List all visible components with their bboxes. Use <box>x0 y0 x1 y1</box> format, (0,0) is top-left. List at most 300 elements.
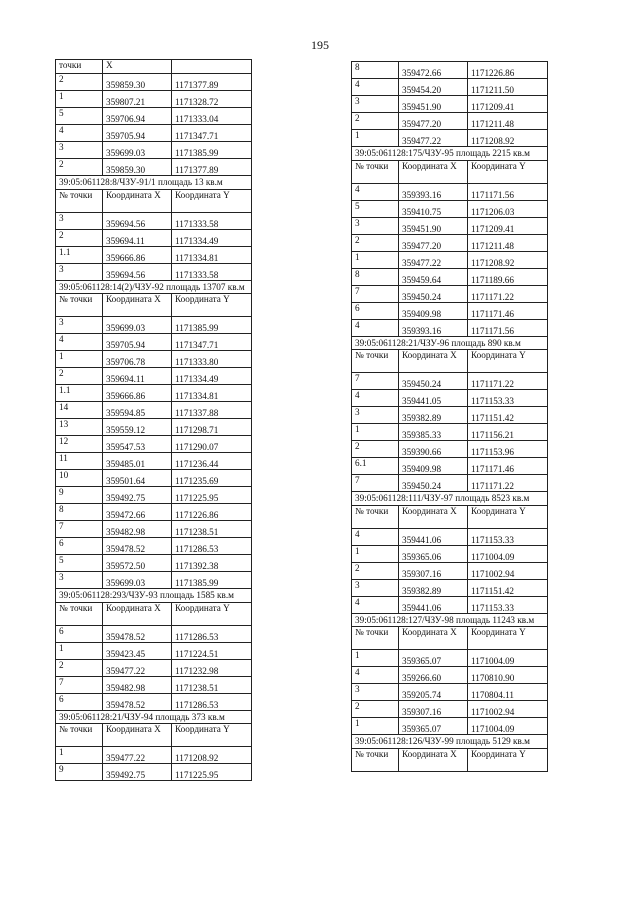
header-cell: Координата X <box>399 160 468 183</box>
coord-x-cell: 359572.50 <box>103 555 172 572</box>
coord-y-cell: 1171333.80 <box>172 351 252 368</box>
coord-y-cell: 1171385.99 <box>172 572 252 589</box>
coord-y-cell: 1171347.71 <box>172 125 252 142</box>
point-number-cell: 4 <box>56 125 103 142</box>
point-number-cell: 6 <box>352 302 399 319</box>
coord-y-cell: 1171171.46 <box>468 302 548 319</box>
table-row <box>352 62 548 79</box>
point-number-cell: 3 <box>352 684 399 701</box>
table-row <box>352 217 548 234</box>
table-row <box>56 334 252 351</box>
point-number-cell: 3 <box>56 142 103 159</box>
point-number-cell: 4 <box>352 183 399 200</box>
coordinates-table-left <box>55 59 252 781</box>
coord-y-cell: 1171377.89 <box>172 159 252 176</box>
coord-x-cell: 359385.33 <box>399 424 468 441</box>
parcel-caption-row <box>56 176 252 190</box>
table-row <box>56 693 252 710</box>
coord-x-cell: 359485.01 <box>103 453 172 470</box>
header-cell: № точки <box>56 724 103 747</box>
table-row <box>56 747 252 764</box>
point-number-cell: 2 <box>352 562 399 579</box>
table-row <box>352 319 548 336</box>
table-row <box>352 268 548 285</box>
coord-y-cell: 1171236.44 <box>172 453 252 470</box>
header-cell: Координата X <box>103 724 172 747</box>
table-header-row <box>56 189 252 212</box>
coord-y-cell: 1171171.22 <box>468 373 548 390</box>
parcel-caption: 39:05:061128:293/ЧЗУ-93 площадь 1585 кв.м <box>56 589 252 603</box>
parcel-caption-row <box>56 710 252 724</box>
table-row <box>352 684 548 701</box>
coord-x-cell: 359410.75 <box>399 200 468 217</box>
coordinates-table-right <box>351 61 548 772</box>
point-number-cell: 5 <box>56 108 103 125</box>
header-cell: Координата Y <box>172 724 252 747</box>
table-row <box>56 159 252 176</box>
table-row <box>352 285 548 302</box>
table-row <box>56 538 252 555</box>
table-row <box>352 458 548 475</box>
coord-x-cell: 359365.07 <box>399 650 468 667</box>
coord-x-cell: 359441.05 <box>399 390 468 407</box>
header-cell: № точки <box>56 294 103 317</box>
table-row <box>56 642 252 659</box>
point-number-cell: 3 <box>56 317 103 334</box>
coord-y-cell: 1171208.92 <box>172 747 252 764</box>
coord-y-cell: 1171392.38 <box>172 555 252 572</box>
point-number-cell: 14 <box>56 402 103 419</box>
coord-y-cell: 1171298.71 <box>172 419 252 436</box>
table-header-row <box>56 294 252 317</box>
coord-x-cell: 359594.85 <box>103 402 172 419</box>
point-number-cell: 9 <box>56 487 103 504</box>
table-row <box>56 246 252 263</box>
parcel-caption-row <box>352 735 548 749</box>
table-row <box>56 125 252 142</box>
point-number-cell: 1.1 <box>56 385 103 402</box>
point-number-cell: 1 <box>56 642 103 659</box>
table-row <box>56 676 252 693</box>
coord-y-cell: 1171333.58 <box>172 263 252 280</box>
coord-y-cell: 1171211.48 <box>468 113 548 130</box>
coord-x-cell: 359477.20 <box>399 113 468 130</box>
point-number-cell: 1 <box>56 91 103 108</box>
point-number-cell: 1 <box>352 251 399 268</box>
coord-y-cell: 1171002.94 <box>468 562 548 579</box>
point-number-cell: 1 <box>352 545 399 562</box>
coord-x-cell: 359492.75 <box>103 487 172 504</box>
table-row <box>352 441 548 458</box>
coord-y-cell: 1171225.95 <box>172 487 252 504</box>
table-row <box>352 718 548 735</box>
coord-y-cell: 1171002.94 <box>468 701 548 718</box>
point-number-cell: 4 <box>56 334 103 351</box>
table-header-row <box>352 160 548 183</box>
parcel-caption: 39:05:061128:21/ЧЗУ-96 площадь 890 кв.м <box>352 336 548 350</box>
point-number-cell: 7 <box>352 373 399 390</box>
header-cell: точки <box>56 60 103 74</box>
coord-x-cell: 359559.12 <box>103 419 172 436</box>
coord-x-cell: 359365.07 <box>399 718 468 735</box>
coord-x-cell: 359699.03 <box>103 317 172 334</box>
header-cell <box>172 60 252 74</box>
point-number-cell: 12 <box>56 436 103 453</box>
coord-y-cell: 1171238.51 <box>172 676 252 693</box>
table-row <box>56 487 252 504</box>
coord-x-cell: 359459.64 <box>399 268 468 285</box>
point-number-cell: 2 <box>352 234 399 251</box>
point-number-cell: 2 <box>352 701 399 718</box>
point-number-cell: 6 <box>56 625 103 642</box>
coord-x-cell: 359859.30 <box>103 74 172 91</box>
table-row <box>56 419 252 436</box>
table-row <box>352 373 548 390</box>
header-cell: Координата X <box>399 627 468 650</box>
coord-x-cell: 359482.98 <box>103 521 172 538</box>
table-row <box>56 436 252 453</box>
point-number-cell: 10 <box>56 470 103 487</box>
coord-y-cell: 1171235.69 <box>172 470 252 487</box>
header-cell: Координата X <box>399 505 468 528</box>
header-cell: Координата Y <box>468 505 548 528</box>
table-row <box>56 351 252 368</box>
table-row <box>56 108 252 125</box>
coord-x-cell: 359547.53 <box>103 436 172 453</box>
table-header-row <box>352 350 548 373</box>
table-row <box>56 385 252 402</box>
coord-x-cell: 359699.03 <box>103 572 172 589</box>
table-row <box>56 659 252 676</box>
coord-y-cell: 1171211.48 <box>468 234 548 251</box>
coord-y-cell: 1171209.41 <box>468 217 548 234</box>
table-row <box>352 424 548 441</box>
parcel-caption: 39:05:061128:127/ЧЗУ-98 площадь 11243 кв.м <box>352 613 548 627</box>
coord-x-cell: 359694.56 <box>103 212 172 229</box>
header-cell: № точки <box>352 748 399 771</box>
coord-x-cell: 359365.06 <box>399 545 468 562</box>
coord-y-cell: 1171290.07 <box>172 436 252 453</box>
coord-y-cell: 1171333.04 <box>172 108 252 125</box>
coord-x-cell: 359859.30 <box>103 159 172 176</box>
point-number-cell: 1 <box>56 747 103 764</box>
point-number-cell: 4 <box>352 528 399 545</box>
point-number-cell: 6 <box>56 693 103 710</box>
table-row <box>56 263 252 280</box>
header-cell: X <box>103 60 172 74</box>
coord-y-cell: 1171333.58 <box>172 212 252 229</box>
parcel-caption-row <box>352 492 548 506</box>
coord-x-cell: 359478.52 <box>103 538 172 555</box>
coord-y-cell: 1171226.86 <box>468 62 548 79</box>
point-number-cell: 9 <box>56 764 103 781</box>
table-row <box>56 142 252 159</box>
coord-y-cell: 1171334.49 <box>172 229 252 246</box>
point-number-cell: 1 <box>352 650 399 667</box>
coord-y-cell: 1171286.53 <box>172 693 252 710</box>
parcel-caption-row <box>352 613 548 627</box>
table-row <box>352 79 548 96</box>
point-number-cell: 2 <box>56 659 103 676</box>
header-cell: Координата X <box>103 294 172 317</box>
coord-x-cell: 359390.66 <box>399 441 468 458</box>
coord-x-cell: 359492.75 <box>103 764 172 781</box>
table-row <box>352 528 548 545</box>
table-row <box>352 579 548 596</box>
table-header-row <box>352 748 548 771</box>
table-row <box>56 625 252 642</box>
coord-y-cell: 1171156.21 <box>468 424 548 441</box>
coord-x-cell: 359423.45 <box>103 642 172 659</box>
left-column <box>55 59 252 781</box>
point-number-cell: 2 <box>56 229 103 246</box>
point-number-cell: 3 <box>56 572 103 589</box>
coord-y-cell: 1171225.95 <box>172 764 252 781</box>
table-row <box>56 521 252 538</box>
parcel-caption-row <box>352 336 548 350</box>
coord-y-cell: 1171334.81 <box>172 246 252 263</box>
coord-y-cell: 1171004.09 <box>468 718 548 735</box>
header-cell: Координата Y <box>172 602 252 625</box>
table-row <box>56 470 252 487</box>
parcel-caption-row <box>56 589 252 603</box>
coord-x-cell: 359409.98 <box>399 302 468 319</box>
coord-y-cell: 1171209.41 <box>468 96 548 113</box>
coord-x-cell: 359205.74 <box>399 684 468 701</box>
table-row <box>352 183 548 200</box>
coord-y-cell: 1171208.92 <box>468 130 548 147</box>
coord-y-cell: 1171004.09 <box>468 650 548 667</box>
coord-x-cell: 359807.21 <box>103 91 172 108</box>
page-number: 195 <box>311 38 329 52</box>
point-number-cell: 6 <box>56 538 103 555</box>
parcel-caption: 39:05:061128:14(2)/ЧЗУ-92 площадь 13707 кв.м <box>56 280 252 294</box>
table-header-row <box>56 724 252 747</box>
table-row <box>56 764 252 781</box>
table-row <box>56 453 252 470</box>
coord-x-cell: 359472.66 <box>103 504 172 521</box>
point-number-cell: 2 <box>56 74 103 91</box>
header-cell: Координата Y <box>468 350 548 373</box>
coord-y-cell: 1171286.53 <box>172 625 252 642</box>
table-header-row <box>352 505 548 528</box>
coord-x-cell: 359393.16 <box>399 183 468 200</box>
table-row <box>56 74 252 91</box>
header-cell: № точки <box>352 160 399 183</box>
coord-y-cell: 1171206.03 <box>468 200 548 217</box>
coord-x-cell: 359382.89 <box>399 579 468 596</box>
coord-y-cell: 1171171.22 <box>468 475 548 492</box>
point-number-cell: 4 <box>352 319 399 336</box>
point-number-cell: 3 <box>56 212 103 229</box>
coord-x-cell: 359478.52 <box>103 625 172 642</box>
coord-y-cell: 1171232.98 <box>172 659 252 676</box>
coord-y-cell: 1171347.71 <box>172 334 252 351</box>
point-number-cell: 7 <box>56 521 103 538</box>
coord-y-cell: 1171153.96 <box>468 441 548 458</box>
table-header-row <box>56 602 252 625</box>
coord-y-cell: 1171226.86 <box>172 504 252 521</box>
table-row <box>352 251 548 268</box>
table-header-row <box>352 627 548 650</box>
coord-x-cell: 359307.16 <box>399 562 468 579</box>
point-number-cell: 5 <box>352 200 399 217</box>
coord-x-cell: 359450.24 <box>399 373 468 390</box>
point-number-cell: 4 <box>352 596 399 613</box>
point-number-cell: 1 <box>352 424 399 441</box>
coord-x-cell: 359409.98 <box>399 458 468 475</box>
table-row <box>352 562 548 579</box>
coord-x-cell: 359477.22 <box>399 251 468 268</box>
table-row <box>352 390 548 407</box>
parcel-caption: 39:05:061128:175/ЧЗУ-95 площадь 2215 кв.м <box>352 147 548 161</box>
point-number-cell: 4 <box>352 667 399 684</box>
coord-y-cell: 1171224.51 <box>172 642 252 659</box>
coord-x-cell: 359393.16 <box>399 319 468 336</box>
parcel-caption: 39:05:061128:8/ЧЗУ-91/1 площадь 13 кв.м <box>56 176 252 190</box>
table-row <box>352 701 548 718</box>
header-cell: № точки <box>352 350 399 373</box>
table-row <box>352 407 548 424</box>
table-row <box>352 667 548 684</box>
coord-x-cell: 359705.94 <box>103 334 172 351</box>
coord-x-cell: 359382.89 <box>399 407 468 424</box>
point-number-cell: 2 <box>56 159 103 176</box>
coord-y-cell: 1170810.90 <box>468 667 548 684</box>
table-row <box>352 96 548 113</box>
point-number-cell: 1 <box>352 718 399 735</box>
coord-y-cell: 1171189.66 <box>468 268 548 285</box>
coord-x-cell: 359501.64 <box>103 470 172 487</box>
table-row <box>352 302 548 319</box>
point-number-cell: 1.1 <box>56 246 103 263</box>
point-number-cell: 7 <box>352 285 399 302</box>
table-row <box>56 91 252 108</box>
table-row <box>56 572 252 589</box>
point-number-cell: 11 <box>56 453 103 470</box>
coord-x-cell: 359477.22 <box>103 747 172 764</box>
header-cell: Координата Y <box>468 748 548 771</box>
point-number-cell: 8 <box>56 504 103 521</box>
coord-x-cell: 359478.52 <box>103 693 172 710</box>
coord-y-cell: 1171337.88 <box>172 402 252 419</box>
coord-x-cell: 359706.94 <box>103 108 172 125</box>
parcel-caption: 39:05:061128:126/ЧЗУ-99 площадь 5129 кв.м <box>352 735 548 749</box>
coord-x-cell: 359666.86 <box>103 246 172 263</box>
coord-y-cell: 1171153.33 <box>468 596 548 613</box>
coord-x-cell: 359694.11 <box>103 229 172 246</box>
table-row <box>352 475 548 492</box>
coord-y-cell: 1171153.33 <box>468 390 548 407</box>
parcel-caption: 39:05:061128:111/ЧЗУ-97 площадь 8523 кв.м <box>352 492 548 506</box>
table-row <box>352 596 548 613</box>
coord-x-cell: 359699.03 <box>103 142 172 159</box>
table-row <box>352 113 548 130</box>
coord-y-cell: 1171385.99 <box>172 142 252 159</box>
point-number-cell: 3 <box>56 263 103 280</box>
table-header-row <box>56 60 252 74</box>
coord-y-cell: 1171004.09 <box>468 545 548 562</box>
header-cell: № точки <box>352 505 399 528</box>
header-cell: Координата X <box>103 602 172 625</box>
point-number-cell: 1 <box>56 351 103 368</box>
table-row <box>56 555 252 572</box>
coord-x-cell: 359451.90 <box>399 96 468 113</box>
table-row <box>352 200 548 217</box>
point-number-cell: 13 <box>56 419 103 436</box>
coord-x-cell: 359705.94 <box>103 125 172 142</box>
header-cell: Координата Y <box>172 189 252 212</box>
header-cell: Координата Y <box>468 160 548 183</box>
coord-y-cell: 1171238.51 <box>172 521 252 538</box>
coord-y-cell: 1171328.72 <box>172 91 252 108</box>
table-row <box>352 545 548 562</box>
header-cell: Координата X <box>399 350 468 373</box>
point-number-cell: 2 <box>352 113 399 130</box>
header-cell: № точки <box>56 189 103 212</box>
header-cell: № точки <box>56 602 103 625</box>
header-cell: Координата X <box>399 748 468 771</box>
table-row <box>352 130 548 147</box>
point-number-cell: 3 <box>352 407 399 424</box>
coord-x-cell: 359482.98 <box>103 676 172 693</box>
header-cell: Координата Y <box>172 294 252 317</box>
coord-y-cell: 1171334.81 <box>172 385 252 402</box>
coord-y-cell: 1171211.50 <box>468 79 548 96</box>
coord-y-cell: 1171153.33 <box>468 528 548 545</box>
point-number-cell: 8 <box>352 268 399 285</box>
coord-x-cell: 359307.16 <box>399 701 468 718</box>
table-row <box>352 650 548 667</box>
coord-y-cell: 1171208.92 <box>468 251 548 268</box>
coord-y-cell: 1171377.89 <box>172 74 252 91</box>
coord-x-cell: 359694.56 <box>103 263 172 280</box>
point-number-cell: 2 <box>56 368 103 385</box>
right-column <box>351 61 548 772</box>
point-number-cell: 7 <box>56 676 103 693</box>
coord-x-cell: 359472.66 <box>399 62 468 79</box>
point-number-cell: 3 <box>352 96 399 113</box>
coord-y-cell: 1171151.42 <box>468 407 548 424</box>
header-cell: № точки <box>352 627 399 650</box>
coord-y-cell: 1171385.99 <box>172 317 252 334</box>
coord-y-cell: 1171286.53 <box>172 538 252 555</box>
coord-x-cell: 359477.22 <box>399 130 468 147</box>
coord-x-cell: 359441.06 <box>399 596 468 613</box>
coord-x-cell: 359450.24 <box>399 285 468 302</box>
coord-y-cell: 1171171.56 <box>468 319 548 336</box>
coord-x-cell: 359451.90 <box>399 217 468 234</box>
parcel-caption-row <box>352 147 548 161</box>
coord-y-cell: 1171151.42 <box>468 579 548 596</box>
header-cell: Координата Y <box>468 627 548 650</box>
point-number-cell: 8 <box>352 62 399 79</box>
point-number-cell: 5 <box>56 555 103 572</box>
coord-y-cell: 1171171.22 <box>468 285 548 302</box>
coord-x-cell: 359450.24 <box>399 475 468 492</box>
table-row <box>352 234 548 251</box>
table-row <box>56 504 252 521</box>
coord-x-cell: 359694.11 <box>103 368 172 385</box>
point-number-cell: 1 <box>352 130 399 147</box>
point-number-cell: 2 <box>352 441 399 458</box>
table-row <box>56 317 252 334</box>
coord-y-cell: 1170804.11 <box>468 684 548 701</box>
coord-x-cell: 359666.86 <box>103 385 172 402</box>
parcel-caption-row <box>56 280 252 294</box>
header-cell: Координата X <box>103 189 172 212</box>
coord-x-cell: 359441.06 <box>399 528 468 545</box>
